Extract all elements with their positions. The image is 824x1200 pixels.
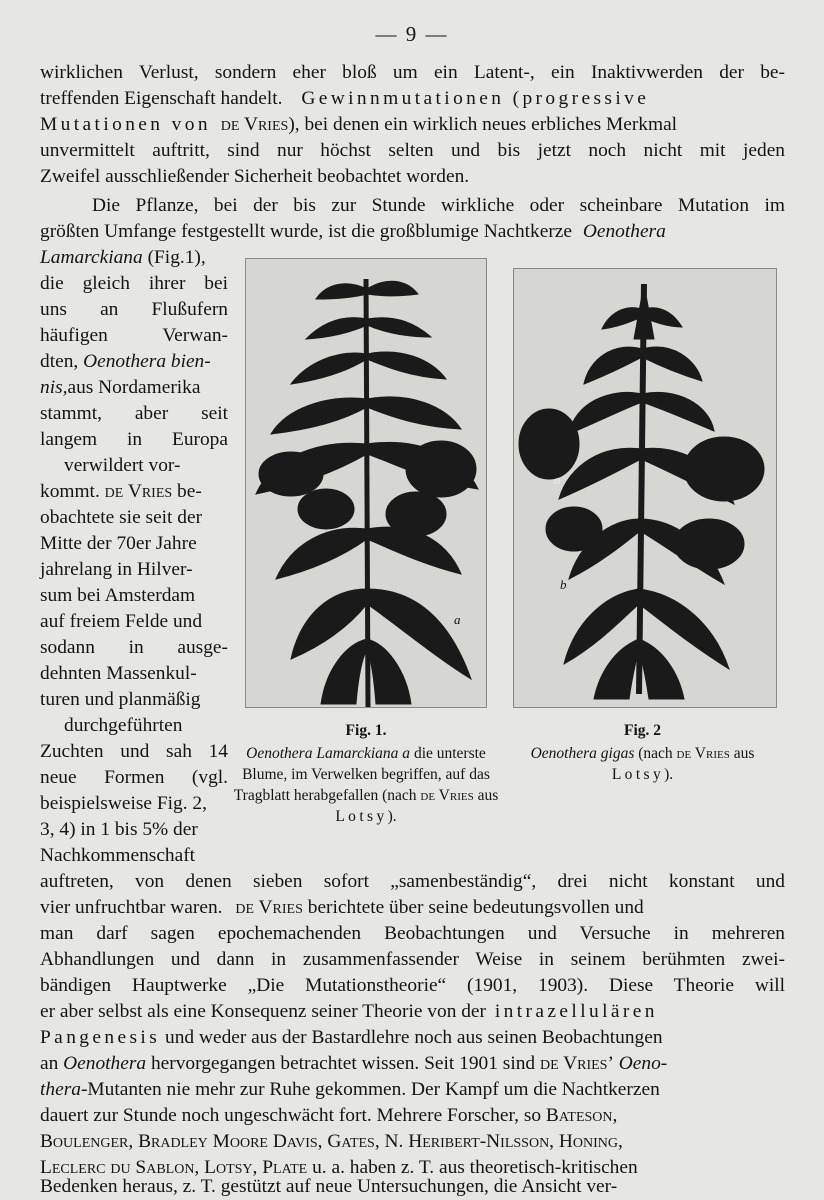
species-name: Oenothera (582, 221, 666, 242)
caption-author: de Vries (676, 745, 730, 762)
plant-illustration-2 (514, 269, 776, 707)
text-span: aus Nordamerika (67, 377, 201, 398)
text-line: auf freiem Felde und (40, 611, 203, 632)
caption-text: ). (387, 808, 397, 825)
text-line (40, 479, 202, 504)
spaced-term: Gewinnmutationen (progressive (301, 88, 650, 109)
figure-label-b: b (560, 577, 567, 592)
text-line (40, 219, 785, 244)
plant-illustration-1 (246, 259, 486, 707)
text-span: u. a. haben z. T. aus theoretisch-kritischen (312, 1157, 638, 1178)
text-line: bändigen Hauptwerke „Die Mutationstheorie“ (1901, 1903). Diese Theorie will (40, 975, 785, 996)
text-span: er aber selbst als eine Konsequenz seiner Theorie von der (40, 1001, 486, 1022)
text-span: an (40, 1053, 59, 1074)
text-line: langem in Europa (40, 429, 228, 450)
figure-1-plate (245, 258, 487, 708)
text-span: dten, (40, 351, 79, 372)
figure-1-caption (232, 720, 500, 827)
spaced-term: Mutationen von (40, 114, 211, 135)
text-line: Bedenken heraus, z. T. gestützt auf neue Untersuchungen, die Ansicht ver- (40, 1176, 618, 1197)
text-span: hervorgegangen betrachtet wissen. Seit 1901 sind (150, 1053, 536, 1074)
text-span: -Mutanten nie mehr zur Ruhe gekommen. Der Kampf um die Nachtkerzen (80, 1079, 660, 1100)
caption-spaced: Lotsy (335, 808, 388, 825)
text-span: treffenden Eigenschaft handelt. (40, 88, 283, 109)
author-list-line: Boulenger, Bradley Moore Davis, Gates, N. Heribert-Nilsson, Honing, (40, 1131, 623, 1152)
text-line: Zuchten und sah 14 (40, 741, 228, 762)
text-line (40, 86, 785, 111)
text-line: sodann in ausge- (40, 637, 228, 658)
text-line: man darf sagen epochemachenden Beobachtungen und Versuche in mehreren (40, 923, 785, 944)
caption-text: aus (477, 787, 499, 804)
text-line: durchgeführten (64, 715, 183, 736)
text-line: jahrelang in Hilver- (40, 559, 193, 580)
text-span: kommt. (40, 481, 100, 502)
text-line (40, 349, 211, 374)
author-name: de Vries (104, 481, 173, 502)
text-line: turen und planmäßig (40, 689, 201, 710)
text-line (40, 999, 785, 1024)
text-line: uns an Flußufern (40, 299, 228, 320)
text-span: (Fig.1), (147, 247, 206, 268)
text-line: wirklichen Verlust, sondern eher bloß um ein Latent-, ein Inaktivwerden der be- (40, 62, 785, 83)
text-line: sum bei Amsterdam (40, 585, 196, 606)
text-line (40, 245, 206, 270)
text-line: 3, 4) in 1 bis 5% der (40, 819, 198, 840)
caption-text: aus (733, 745, 755, 762)
text-span: vier unfruchtbar waren. (40, 897, 223, 918)
text-line (40, 1103, 785, 1128)
text-line (40, 1025, 785, 1050)
author-name: de Vries (235, 897, 303, 918)
page-number: — 9 — (375, 22, 449, 46)
text-line: auftreten, von denen sieben sofort „samenbeständig“, drei nicht konstant und (40, 871, 785, 892)
text-line: stammt, aber seit (40, 403, 228, 424)
text-line: neue Formen (vgl. (40, 767, 228, 788)
species-name: thera (40, 1079, 81, 1100)
text-line: häufigen Verwan- (40, 325, 228, 346)
species-name: Oeno- (618, 1053, 668, 1074)
spaced-term: Pangenesis (40, 1027, 161, 1048)
figure-2-plate (513, 268, 777, 708)
text-line: verwildert vor- (64, 455, 181, 476)
text-span: dauert zur Stunde noch ungeschwächt fort. Mehrere Forscher, so (40, 1105, 542, 1126)
text-line (40, 895, 785, 920)
text-line: Nachkommenschaft (40, 845, 196, 866)
caption-species: Oenothera gigas (530, 745, 635, 762)
author-name: Leclerc du Sablon, Lotsy, Plate (40, 1157, 308, 1178)
text-span: größten Umfange festgestellt wurde, ist die großblumige Nachtkerze (40, 221, 572, 242)
text-line (40, 112, 785, 137)
caption-text: ). (664, 766, 674, 783)
text-span: be- (177, 481, 202, 502)
caption-text: (nach (638, 745, 673, 762)
text-line (40, 1051, 785, 1076)
text-line: Zweifel ausschließender Sicherheit beobachtet worden. (40, 166, 470, 187)
caption-heading: Fig. 1. (345, 722, 387, 739)
text-line (40, 375, 200, 400)
text-line: unvermittelt auftritt, sind nur höchst selten und bis jetzt noch nicht mit jeden (40, 140, 785, 161)
text-span: und weder aus der Bastardlehre noch aus seinen Beobachtungen (165, 1027, 663, 1048)
species-name: Oenothera (63, 1053, 147, 1074)
caption-heading: Fig. 2 (623, 722, 662, 739)
text-line: die gleich ihrer bei (40, 273, 228, 294)
text-line: obachtete sie seit der (40, 507, 203, 528)
text-span: berichtete über seine bedeutungsvollen und (307, 897, 644, 918)
author-name: de Vries’ (539, 1053, 614, 1074)
figure-label-a: a (454, 612, 461, 627)
caption-author: de Vries (420, 787, 474, 804)
text-line: Die Pflanze, bei der bis zur Stunde wirkliche oder scheinbare Mutation im (92, 195, 785, 216)
caption-species: Oenothera Lamarckiana a (246, 745, 411, 762)
species-name: Lamarckiana (40, 247, 143, 268)
figure-2-caption (505, 720, 780, 785)
text-span: ), bei denen ein wirklich neues erbliches Merkmal (288, 114, 678, 135)
caption-text: die unterste Blume, im Verwelken begriffen, auf das Tragblatt herabgefallen (nach (233, 745, 490, 804)
figure-label-a: a (554, 472, 561, 487)
text-line: Abhandlungen und dann in zusammenfassender Weise in seinem berühmten zwei- (40, 949, 785, 970)
species-name: nis, (40, 377, 68, 398)
author-name: de Vries (220, 114, 289, 135)
text-line: dehnten Massenkul- (40, 663, 197, 684)
author-name: Bateson, (545, 1105, 618, 1126)
text-line (40, 1077, 785, 1102)
text-line: Mitte der 70er Jahre (40, 533, 197, 554)
text-line: beispielsweise Fig. 2, (40, 793, 207, 814)
spaced-term: intrazellulären (494, 1001, 658, 1022)
caption-spaced: Lotsy (611, 766, 665, 783)
species-name: Oenothera bien- (83, 351, 211, 372)
